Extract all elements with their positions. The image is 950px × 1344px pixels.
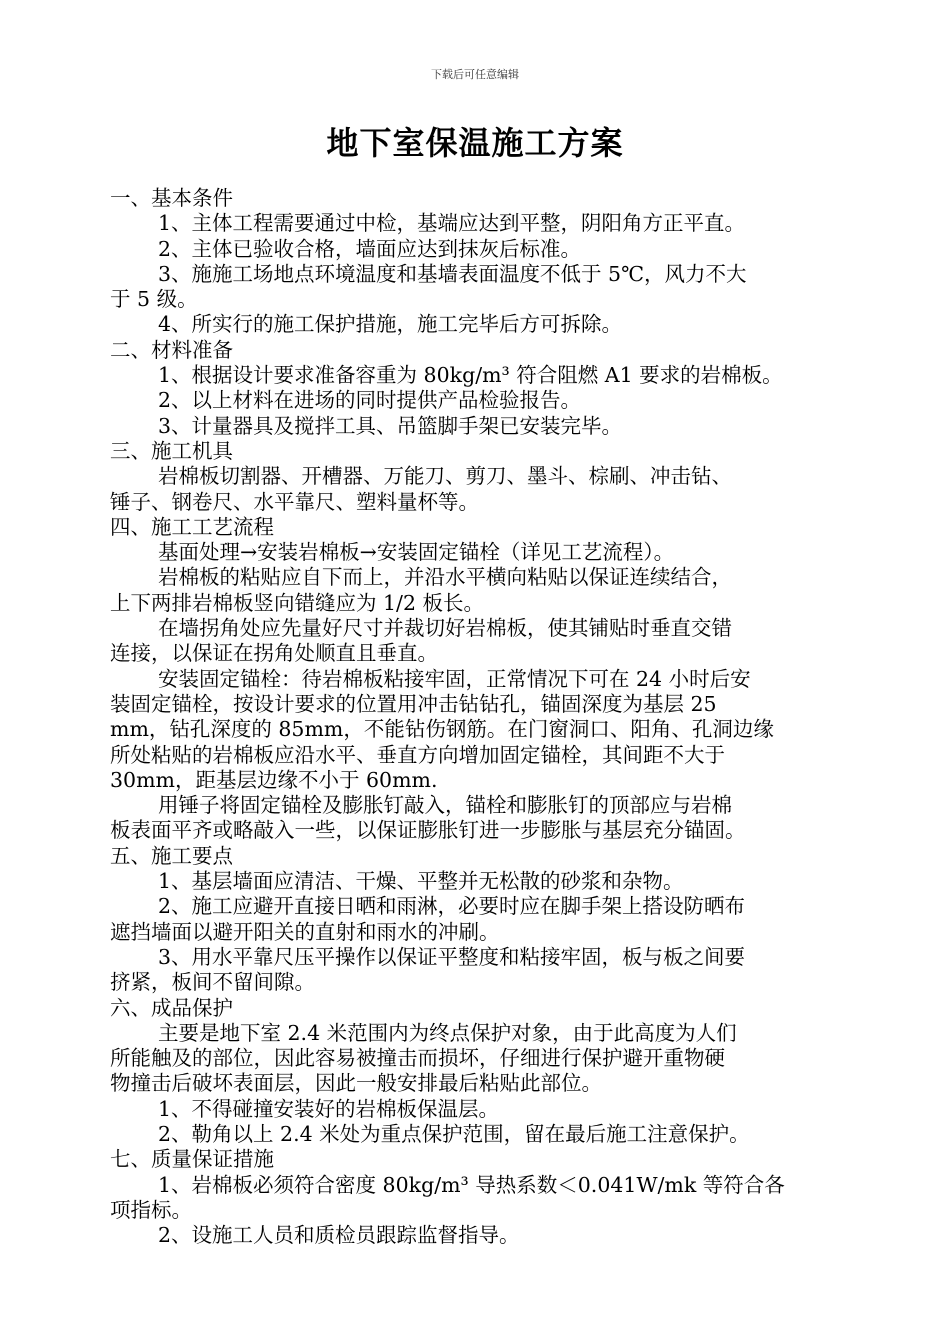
text-line: 2、勒角以上 2.4 米处为重点保护范围，留在最后施工注意保护。 [158,1121,750,1146]
text-line: 三、施工机具 [110,438,233,463]
text-line: 板表面平齐或略敲入一些，以保证膨胀钉进一步膨胀与基层充分锚固。 [110,818,746,843]
text-line: 岩棉板切割器、开槽器、万能刀、剪刀、墨斗、棕刷、冲击钻、 [158,464,732,489]
text-line: 于 5 级。 [110,287,198,312]
text-line: 基面处理→安装岩棉板→安装固定锚栓（详见工艺流程）。 [158,540,675,565]
text-line: 四、施工工艺流程 [110,514,274,539]
text-line: 项指标。 [110,1197,192,1222]
text-line: 物撞击后破坏表面层，因此一般安排最后粘贴此部位。 [110,1071,602,1096]
text-line: 3、计量器具及搅拌工具、吊篮脚手架已安装完毕。 [158,413,623,438]
text-line: 在墙拐角处应先量好尺寸并裁切好岩棉板，使其铺贴时垂直交错 [158,616,732,641]
text-line: 遮挡墙面以避开阳关的直射和雨水的冲刷。 [110,919,500,944]
page-title: 地下室保温施工方案 [326,124,624,162]
document-body [110,186,842,1248]
text-line: 挤紧，板间不留间隙。 [110,970,315,995]
text-line: 所能触及的部位，因此容易被撞击而损坏，仔细进行保护避开重物硬 [110,1046,725,1071]
text-line: 1、主体工程需要通过中检，基端应达到平整，阴阳角方正平直。 [158,211,746,236]
text-line: 2、设施工人员和质检员跟踪监督指导。 [158,1223,520,1248]
text-line: 4、所实行的施工保护措施，施工完毕后方可拆除。 [158,312,623,337]
text-line: 3、施施工场地点环境温度和基墙表面温度不低于 5℃，风力不大 [158,261,747,286]
text-line: 3、用水平靠尺压平操作以保证平整度和粘接牢固，板与板之间要 [158,944,746,969]
text-line: 30mm，距基层边缘不小于 60mm. [110,767,438,792]
text-line: 岩棉板的粘贴应自下而上，并沿水平横向粘贴以保证连续结合， [158,565,732,590]
text-line: 2、以上材料在进场的同时提供产品检验报告。 [158,388,582,413]
text-line: 1、岩棉板必须符合密度 80kg/m³ 导热系数＜0.041W/mk 等符合各 [158,1172,785,1197]
header-note: 下载后可任意编辑 [431,68,519,81]
text-line: 1、基层墙面应清洁、干燥、平整并无松散的砂浆和杂物。 [158,869,684,894]
text-line: 上下两排岩棉板竖向错缝应为 1/2 板长。 [110,590,485,615]
text-line: 2、施工应避开直接日晒和雨淋，必要时应在脚手架上搭设防晒布 [158,894,746,919]
text-line: 2、主体已验收合格，墙面应达到抹灰后标准。 [158,236,582,261]
text-line: 安装固定锚栓：待岩棉板粘接牢固，正常情况下可在 24 小时后安 [158,666,751,691]
text-line: 锤子、钢卷尺、水平靠尺、塑料量杯等。 [110,489,479,514]
text-line: 装固定锚栓，按设计要求的位置用冲击钻钻孔，锚固深度为基层 25 [110,691,717,716]
text-line: 连接，以保证在拐角处顺直且垂直。 [110,641,438,666]
text-line: 用锤子将固定锚栓及膨胀钉敲入，锚栓和膨胀钉的顶部应与岩棉 [158,793,732,818]
text-line: 主要是地下室 2.4 米范围内为终点保护对象，由于此高度为人们 [158,1020,737,1045]
text-line: mm，钻孔深度的 85mm，不能钻伤钢筋。在门窗洞口、阳角、孔洞边缘 [110,717,774,742]
text-line: 一、基本条件 [110,186,233,210]
text-line: 1、不得碰撞安装好的岩棉板保温层。 [158,1096,500,1121]
text-line: 1、根据设计要求准备容重为 80kg/m³ 符合阻燃 A1 要求的岩棉板。 [158,363,783,388]
text-line: 二、材料准备 [110,337,233,362]
text-line: 六、成品保护 [110,995,233,1020]
text-line: 所处粘贴的岩棉板应沿水平、垂直方向增加固定锚栓，其间距不大于 [110,742,725,767]
text-line: 七、质量保证措施 [110,1147,274,1172]
text-line: 五、施工要点 [110,843,233,868]
